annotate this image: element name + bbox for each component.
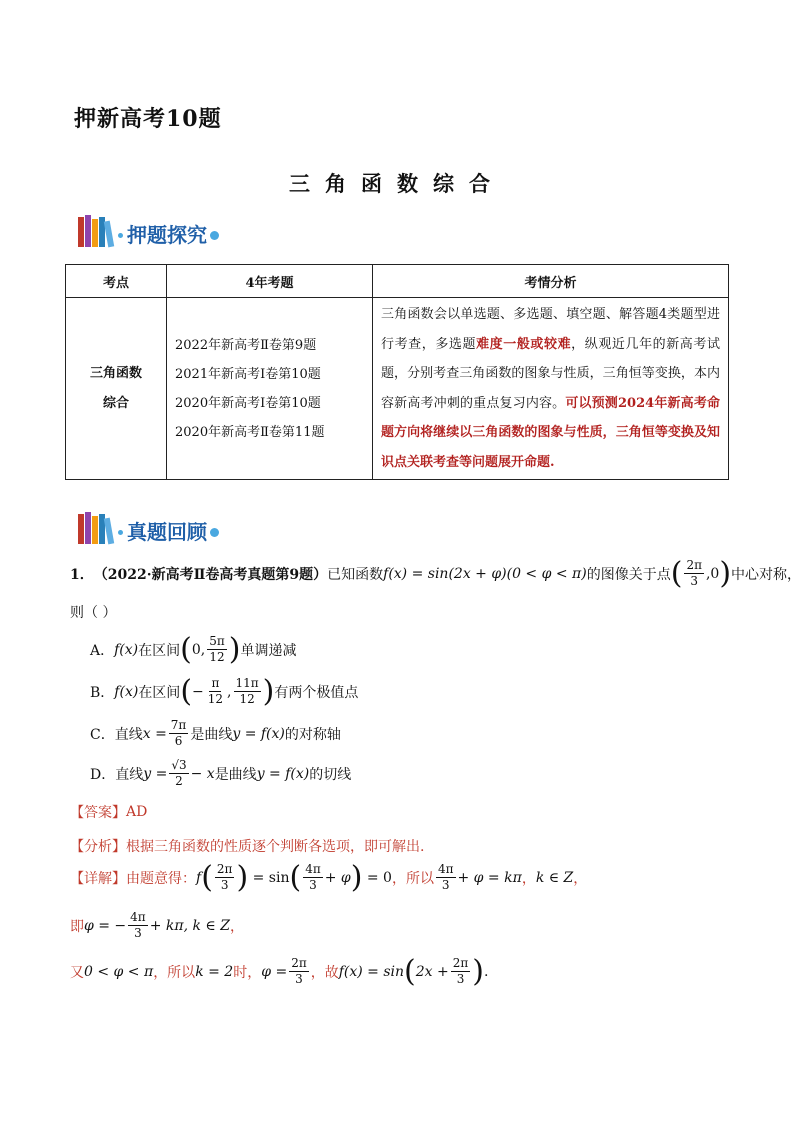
fraction xyxy=(289,956,309,987)
math-plus-phi: + φ xyxy=(324,869,351,886)
paren-right: ) xyxy=(472,953,484,989)
exam-item: 2020年新高考Ⅰ卷第10题 xyxy=(175,395,321,411)
detail-text: ，所以 xyxy=(153,964,196,981)
answer-text: AD xyxy=(126,804,148,820)
math-range: 0 < φ < π xyxy=(84,963,154,980)
math-yfx: y = f(x) xyxy=(256,765,310,782)
answer-tag: 【答案】 xyxy=(70,805,126,821)
detail-text: ，故 xyxy=(310,964,339,981)
math-yfx: y = f(x) xyxy=(232,725,285,742)
table-header: 考情分析 xyxy=(373,265,729,298)
fraction xyxy=(206,676,225,707)
books-icon xyxy=(78,512,114,544)
books-icon xyxy=(78,215,114,247)
paren-right: ) xyxy=(262,673,275,709)
point-tail: ,0 xyxy=(705,565,720,582)
fraction xyxy=(303,862,323,893)
detail-text: 由题意得： xyxy=(126,870,196,887)
numerator: 4π xyxy=(305,862,321,876)
numerator: 2π xyxy=(216,862,233,876)
option-c[interactable] xyxy=(90,718,341,749)
table-header-row xyxy=(66,265,729,298)
analysis-text: 根据三角函数的性质逐个判断各选项，即可解出. xyxy=(126,839,425,855)
analysis-highlight: 难度一般或较难 xyxy=(476,336,572,352)
option-prefix: A． xyxy=(90,642,115,659)
denominator: 3 xyxy=(309,878,317,892)
paren-left: ( xyxy=(180,673,193,709)
math-eq: = sin xyxy=(248,869,290,886)
bullet-dot-icon xyxy=(118,233,123,238)
numerator: 4π xyxy=(437,862,454,876)
paren-left: ( xyxy=(404,953,416,989)
analysis-text: 三角函数会以单选题、多选题、填空题、解答题4类题型进行考查，多选题 xyxy=(381,307,720,352)
interval-start: 0, xyxy=(191,641,206,658)
section-header-explore xyxy=(78,213,219,247)
stem-text: 已知函数 xyxy=(327,566,384,583)
table-row xyxy=(66,298,729,480)
detail-line-2 xyxy=(70,910,244,941)
option-text: 的切线 xyxy=(309,766,352,783)
bullet-dot-icon xyxy=(118,530,123,535)
option-text: 直线 xyxy=(114,726,143,743)
numerator: 2π xyxy=(291,956,307,970)
analysis-text: ，纵观近几年的新高考试题，分别考查三角函数的图象与性质，三角恒等变换，本内容新高考冲刺的重点复习内容。 xyxy=(381,336,720,411)
numerator: 2π xyxy=(452,956,469,970)
denominator: 12 xyxy=(209,650,225,664)
analysis-tag: 【分析】 xyxy=(70,839,126,855)
table-header: 4年考题 xyxy=(167,265,373,298)
math-phi-eq: φ = xyxy=(261,963,288,980)
denominator: 3 xyxy=(690,574,699,588)
option-prefix: D． xyxy=(90,766,116,783)
detail-text: 又 xyxy=(70,964,84,981)
denominator: 3 xyxy=(220,878,229,892)
fraction xyxy=(436,862,456,893)
fraction xyxy=(684,558,704,589)
stem-text: 中心对称， xyxy=(731,566,801,583)
detail-line-1 xyxy=(70,859,588,895)
analysis-line xyxy=(70,836,424,856)
denominator: 3 xyxy=(456,972,465,986)
option-b[interactable] xyxy=(90,673,359,709)
analysis-highlight: 可以预测2024年新高考命题方向将继续以三角函数的图象与性质，三角恒等变换及知识点关联考查等问题展开命题. xyxy=(381,395,720,470)
detail-comma: ， xyxy=(573,870,588,887)
function-expression: f(x) = sin(2x + φ)(0 < φ < π) xyxy=(383,565,587,582)
numerator: 11π xyxy=(235,676,259,690)
numerator: 2π xyxy=(686,558,702,572)
math-eq-zero: = 0 xyxy=(362,869,392,886)
exam-table xyxy=(65,264,729,480)
topic-line: 综合 xyxy=(102,395,129,411)
denominator: 3 xyxy=(134,926,142,940)
bullet-dot-icon xyxy=(210,528,219,537)
page-title: 押新高考10题 xyxy=(74,106,222,132)
option-text: 是曲线 xyxy=(214,766,257,783)
math-phi-eq: φ = − xyxy=(84,917,127,934)
detail-text: ， xyxy=(521,870,536,887)
paren-left: ( xyxy=(670,555,683,591)
topic-line: 三角函数 xyxy=(89,365,142,381)
fraction xyxy=(451,956,471,987)
option-text: 在区间 xyxy=(138,684,181,701)
analysis-cell xyxy=(373,298,729,480)
detail-line-3 xyxy=(70,953,489,989)
denominator: 12 xyxy=(239,692,255,706)
numerator: √3 xyxy=(171,758,187,772)
denominator: 2 xyxy=(175,774,183,788)
table-header: 考点 xyxy=(66,265,167,298)
paren-right: ) xyxy=(228,631,241,667)
math-y-eq: y = xyxy=(143,765,168,782)
math-phi-kpi: + φ = kπ xyxy=(457,869,522,886)
detail-text: ， xyxy=(229,918,244,935)
fraction xyxy=(215,862,235,893)
fraction xyxy=(128,910,148,941)
exams-cell xyxy=(167,298,373,480)
numerator: 5π xyxy=(209,634,225,648)
question-number: 1． xyxy=(70,566,94,583)
section-header-review xyxy=(78,510,219,544)
numerator: π xyxy=(211,676,220,690)
math-kz: k ∈ Z xyxy=(535,869,574,886)
comma: , xyxy=(227,683,232,700)
section-title: 真题回顾 xyxy=(127,520,207,544)
denominator: 3 xyxy=(441,878,450,892)
option-text: 直线 xyxy=(115,766,144,783)
numerator: 7π xyxy=(170,718,187,732)
period: . xyxy=(484,963,489,980)
fraction xyxy=(207,634,227,665)
question-stem xyxy=(70,555,801,591)
numerator: 4π xyxy=(130,910,146,924)
option-text: 的对称轴 xyxy=(284,726,341,743)
option-prefix: B． xyxy=(90,684,115,701)
question-prompt: 则（ ） xyxy=(70,605,117,621)
fraction xyxy=(234,676,261,707)
paren-right: ) xyxy=(719,555,732,591)
detail-tag: 【详解】 xyxy=(70,870,126,887)
denominator: 6 xyxy=(174,734,183,748)
fraction xyxy=(169,758,188,789)
page-subtitle: 三角函数综合 xyxy=(289,171,505,196)
topic-cell xyxy=(66,298,167,480)
detail-text: 时， xyxy=(233,964,262,981)
bullet-dot-icon xyxy=(210,231,219,240)
math-k: k = 2 xyxy=(195,963,234,980)
paren-right: ) xyxy=(350,859,363,895)
option-text: 是曲线 xyxy=(190,726,233,743)
math-f: f xyxy=(196,869,202,886)
denominator: 3 xyxy=(295,972,303,986)
detail-text: ，所以 xyxy=(391,870,434,887)
math-fx-eq: f(x) = sin xyxy=(338,963,405,980)
option-a[interactable] xyxy=(90,631,297,667)
paren-right: ) xyxy=(236,859,249,895)
denominator: 12 xyxy=(207,692,224,706)
option-text: 在区间 xyxy=(138,642,181,659)
section-title: 押题探究 xyxy=(127,223,207,247)
stem-text: 的图像关于点 xyxy=(586,566,671,583)
minus-sign: − xyxy=(192,683,204,700)
math-kpi-kz: + kπ, k ∈ Z xyxy=(149,917,230,934)
option-text: 单调递减 xyxy=(240,642,297,659)
exam-item: 2020年新高考Ⅱ卷第11题 xyxy=(175,424,325,440)
option-text: 有两个极值点 xyxy=(274,684,359,701)
math-x-eq: x = xyxy=(142,725,167,742)
option-d[interactable] xyxy=(90,758,351,789)
paren-left: ( xyxy=(201,859,213,895)
detail-text: 即 xyxy=(70,918,84,935)
paren-left: ( xyxy=(289,859,302,895)
fraction xyxy=(169,718,189,749)
exam-item: 2021年新高考Ⅰ卷第10题 xyxy=(175,366,321,382)
exam-item: 2022年新高考Ⅱ卷第9题 xyxy=(175,337,317,353)
math-minus-x: − x xyxy=(190,765,215,782)
math-fx: f(x) xyxy=(114,641,139,658)
math-2x-plus: 2x + xyxy=(415,963,449,980)
question-source: （2022·新高考Ⅱ卷高考真题第9题） xyxy=(93,566,328,583)
paren-left: ( xyxy=(180,631,192,667)
option-prefix: C． xyxy=(90,726,115,743)
answer-line xyxy=(70,802,147,822)
math-fx: f(x) xyxy=(114,683,139,700)
